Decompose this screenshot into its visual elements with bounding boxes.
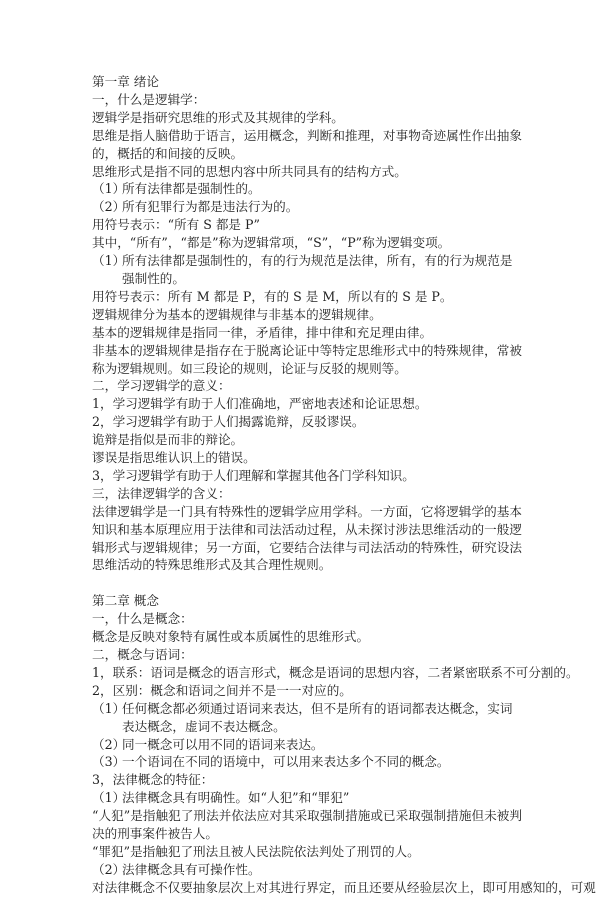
chapter-spacer xyxy=(92,574,522,592)
chapter-1-title: 第一章 绪论 xyxy=(92,74,159,89)
paragraph: 谬误是指思维认识上的错误。 xyxy=(92,450,256,466)
paragraph: “人犯”是指触犯了刑法并依法应对其采取强制措施或已采取强制措施但未被判决的刑事案件被告人。 xyxy=(92,808,522,842)
item-text: 任何概念都必须通过语词来表达，但不是所有的语词都表达概念，实词表达概念，虚词不表达概念。 xyxy=(122,700,513,734)
section-heading: 一，什么是概念： xyxy=(92,611,193,627)
section-heading: 二，概念与语词： xyxy=(92,646,193,662)
sub-item xyxy=(92,789,522,807)
item-number: （3） xyxy=(92,754,126,770)
paragraph: 法律逻辑学是一门具有特殊性的逻辑学应用学科。一方面，它将逻辑学的基本知识和基本原理应用于法律和司法活动过程，从未探讨涉法思维活动的一般逻辑形式与逻辑规律；另一方面，它要结合法律与司法活动的特殊性，研究设法思维活动的特殊思维形式及其合理性规则。 xyxy=(92,503,522,573)
example-item xyxy=(92,252,522,288)
paragraph: “罪犯”是指触犯了刑法且被人民法院依法判处了刑罚的人。 xyxy=(92,843,420,859)
paragraph: 用符号表示：所有 M 都是 P，有的 S 是 M，所以有的 S 是 P。 xyxy=(92,288,453,304)
item-number: （1） xyxy=(92,790,126,806)
list-item: 3，学习逻辑学有助于人们理解和掌握其他各门学科知识。 xyxy=(92,467,415,483)
paragraph: 诡辩是指似是而非的辩论。 xyxy=(92,432,244,448)
item-text: 所有法律都是强制性的，有的行为规范是法律，所有，有的行为规范是强制性的。 xyxy=(122,253,513,286)
list-item: 3，法律概念的特征： xyxy=(92,772,214,788)
paragraph: 对法律概念不仅要抽象层次上对其进行界定，而且还要从经验层次上，即可用感知的，可观 xyxy=(92,879,596,895)
example-item xyxy=(92,198,522,216)
item-number: （2） xyxy=(92,736,126,752)
paragraph: 非基本的逻辑规律是指存在于脱离论证中等特定思维形式中的特殊规律，常被称为逻辑规则。如三段论的规则，论证与反驳的规则等。 xyxy=(92,342,522,376)
paragraph: 其中，“所有”，“都是”称为逻辑常项，“S”，“P”称为逻辑变项。 xyxy=(92,235,451,251)
sub-item xyxy=(92,700,522,736)
list-item: 1，联系：语词是概念的语言形式，概念是语词的思想内容，二者紧密联系不可分割的。 xyxy=(92,664,579,680)
paragraph: 逻辑规律分为基本的逻辑规律与非基本的逻辑规律。 xyxy=(92,306,382,322)
item-text: 法律概念具有可操作性。 xyxy=(122,861,261,877)
list-item: 2，学习逻辑学有助于人们揭露诡辩，反驳谬误。 xyxy=(92,414,365,430)
paragraph: 概念是反映对象特有属性或本质属性的思维形式。 xyxy=(92,629,370,645)
chapter-2-title: 第二章 概念 xyxy=(92,593,159,609)
section-heading: 三，法律逻辑学的含义： xyxy=(92,485,231,501)
sub-item xyxy=(92,736,522,754)
paragraph: 思维形式是指不同的思想内容中所共同具有的结构方式。 xyxy=(92,163,407,179)
item-text: 法律概念具有明确性。如“人犯”和“罪犯” xyxy=(122,790,350,806)
item-text: 一个语词在不同的语境中，可以用来表达多个不同的概念。 xyxy=(122,754,450,770)
section-heading: 一，什么是逻辑学： xyxy=(92,91,206,107)
item-number: （2） xyxy=(92,199,126,215)
sub-item xyxy=(92,753,522,771)
paragraph: 用符号表示：“所有 S 都是 P” xyxy=(92,217,260,233)
example-item xyxy=(92,180,522,198)
sub-item xyxy=(92,861,522,879)
paragraph: 基本的逻辑规律是指同一律，矛盾律，排中律和充足理由律。 xyxy=(92,324,433,340)
item-text: 所有法律都是强制性的。 xyxy=(122,181,261,197)
item-number: （1） xyxy=(92,700,126,716)
item-number: （1） xyxy=(92,181,126,197)
section-heading: 二，学习逻辑学的意义： xyxy=(92,378,231,394)
paragraph: 思维是指人脑借助于语言，运用概念，判断和推理，对事物奇迹属性作出抽象的，概括的和间接的反映。 xyxy=(92,127,522,161)
paragraph: 逻辑学是指研究思维的形式及其规律的学科。 xyxy=(92,109,344,125)
item-number: （1） xyxy=(92,253,126,269)
item-text: 同一概念可以用不同的语词来表达。 xyxy=(122,736,324,752)
document-body xyxy=(92,73,596,897)
list-item: 1，学习逻辑学有助于人们准确地，严密地表述和论证思想。 xyxy=(92,396,428,412)
list-item: 2，区别：概念和语词之间并不是一一对应的。 xyxy=(92,682,352,698)
item-number: （2） xyxy=(92,861,126,877)
item-text: 所有犯罪行为都是违法行为的。 xyxy=(122,199,299,215)
